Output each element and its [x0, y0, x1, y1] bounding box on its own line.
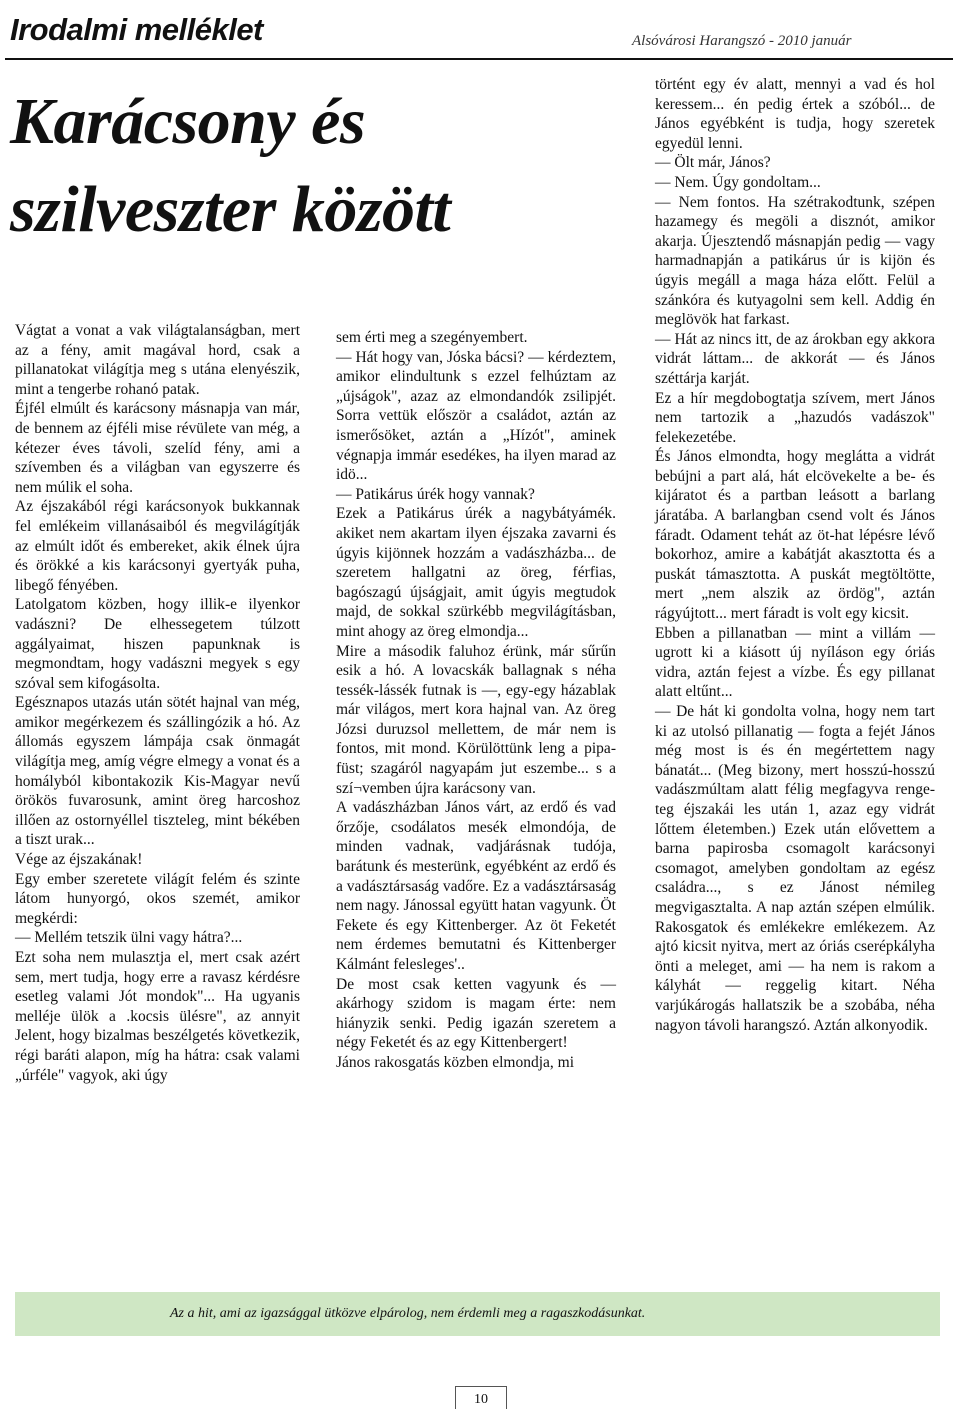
paragraph: — Nem. Úgy gondoltam... [655, 173, 821, 191]
paragraph: — De hát ki gondolta volna, hogy nem tart ki az utolsó pillanatig — fogta a fejét János még most is és én megértettem nagy bánatát... (Meg bizony, mert hosszú-hosszú vadászmúltam alatt félig megfagyva rengeteg éjszakái les után 1, azaz egy vidrát lőttem életemben.) Ezek után elővettem a barna papirosba csomagolt karácsonyi csomagot, amelyben gondoltam az egész családra..., s ez Jánost némileg megvigasztalta. A nap aztán szépen elmúlik. Rakosgatok és emlékekre emlékezem. Az ajtó kicsit nyitva, mert az óriás cserépkályha önti a meleget, ami — ha nem is rakom a kályhát — reggelig kitart. Néha varjúkárogás hallatszik be a szobába, néha nagyon távoli harangszó. Aztán alkonyodik. [655, 703, 935, 1034]
title-line-2: szilveszter között [10, 173, 451, 246]
text-column-2 [336, 328, 616, 1073]
paragraph: — Hát az nincs itt, de az árokban egy akkora vidrát láttam... de akkorát — és János széttárja karját. [655, 330, 935, 387]
paragraph: Latolgatom közben, hogy illik-e ilyenkor vadászni? De elhessegetem túlzott aggályaimat, hiszen papunknak is megmondtam, hogy vadászni megyek s egy szóval sem kifogásolta. [15, 596, 300, 692]
page-number: 10 [455, 1386, 507, 1409]
title-line-1: Karácsony és [10, 85, 366, 158]
paragraph: Egy ember szeretete világít felém és szinte látom hunyorgó, okos szemét, amikor megkérdi: [15, 870, 300, 927]
paragraph: A vadászházban János várt, az erdő és vad őrzője, csodálatos mesék elmondója, de minden vadnak, vadjárásnak tudója, barátunk és mesterünk, egyébként az erdő és a vadásztársaság vadőre. Ez a vadásztársaság nem nagy. Jánossal együtt hatan vagyunk. Öt Fekete és egy Kittenberger. Az öt Feketét nem érdemes bemutatni és Kittenberger Kálmánt felesleges'.. [336, 799, 616, 973]
paragraph: János rakosgatás közben elmondja, mi [336, 1053, 575, 1071]
header-rule [5, 58, 953, 60]
section-title: Irodalmi melléklet [10, 12, 263, 47]
paragraph: Az éjszakából régi karácsonyok bukkannak fel emlékeim villanásaiból és megvilágítják az elmúlt időt és embereket, akik élnek újra és örökké a kis karácsonyi gyertyák puha, libegő fényében. [15, 498, 300, 594]
paragraph: De most csak ketten vagyunk és — akárhogy szidom is magam érte: nem hiányzik senki. Pedig igazán szeretem a négy Feketét és az egy Kittenbergert! [336, 975, 616, 1052]
paragraph: Vége az éjszakának! [15, 851, 143, 869]
paragraph: — Mellém tetszik ülni vagy hátra?... [15, 929, 243, 947]
footer-quote: Az a hit, ami az igazsággal ütközve elpárolog, nem érdemli meg a ragaszkodásunkat. [170, 1306, 646, 1321]
text-column-3 [655, 75, 935, 1035]
paragraph: sem érti meg a szegényembert. [336, 329, 528, 346]
paragraph: Egésznapos utazás után sötét hajnal van még, amikor megérkezem és szállingózik a hó. Az állomás egyszem lámpája csak önmagát világítja meg, amíg végre elmegy a vonat és a homályból kibontakozik Kis-Magyar nevű örökös fuvarosunk, amint öreg harcoshoz illően az ostornyéllel tiszteleg, mint békében a tiszt urak... [15, 694, 300, 849]
paragraph: történt egy év alatt, mennyi a vad és hol keressem... én pedig értek a szóból... de János egyébként is tudja, hogy szeretek egyedül lenni. [655, 76, 935, 152]
paragraph: Vágtat a vonat a vak világtalanságban, mert az a fény, amit magával hord, csak a pillanatokat világítja meg s utána elenyészik, mint a tengerbe rohanó patak. [15, 322, 300, 398]
paragraph: Ezt soha nem mulasztja el, mert csak azért sem, mert tudja, hogy erre a ravasz kérdésre esetleg valami Jót mondok"... Ha ugyanis melléje ülök a .kocsis ülésre", az annyit Jelent, hogy bizalmas beszélgetés következik, régi baráti alapon, míg ha hátra: csak valami „úrféle" vagyok, aki úgy [15, 949, 300, 1084]
article-title [10, 78, 570, 254]
paragraph: És János elmondta, hogy meglátta a vidrát bebújni a part alá, hát elcövekelte a be- és kijáratot és a partban leásott a barlang járatába. A barlangban csend volt és János fáradt. Odament tehát az öt-hat lépésre lévő bokorhoz, amire a kabátját akasztotta és a puskát támasztotta. A puskát megtöltötte, mert „nem alszik az ördög", aztán rágyújtott... mert fáradt is volt egy kicsit. [655, 448, 935, 623]
paragraph: Ezek a Patikárus úrék a nagybátyámék. akiket nem akartam ilyen éjszaka zavarni és úgyis kijönnek hozzám a vadászházba... de szeretem hallgatni az öreg, férfias, bagószagú újságjait, amit úgyis megtudok majd, de sokkal szürkébb megvilágításban, mint ahogy az öreg elmondja... [336, 505, 616, 640]
paragraph: Mire a második faluhoz érünk, már sűrűn esik a hó. A lovacskák ballagnak s néha tessék-lássék futnak is —, egy-egy házablak már világos, mert kora hajnal van. Az öreg Józsi duruzsol mellettem, de már nem is fontos, mit mond. Körülöttünk leng a pipafüst; szagáról nagyapám jut eszembe... s a szí¬vemben újra karácsony van. [336, 642, 616, 797]
paragraph: Ez a hír megdobogtatja szívem, mert János nem tartozik a „hazudós vadászok" felekezetébe. [655, 389, 935, 446]
paragraph: Ebben a pillanatban — mint a villám — ugrott ki a kiásott új nyíláson egy óriás vidra, aztán fejest a vízbe. És egy pillanat alatt eltűnt... [655, 624, 935, 701]
paragraph: — Ölt már, János? [655, 154, 771, 172]
paragraph: — Nem fontos. Ha szétrakodtunk, szépen hazamegy és megöli a disznót, amikor akarja. Újesztendő másnapján pedig — vagy harmadnapján a patikárus úr is kijön és úgyis megáll a maga háza előtt. Felül a szánkóra és kutyagolni sem kell. Addig én meglövök hat farkast. [655, 193, 935, 329]
text-column-1 [15, 321, 300, 1085]
paragraph: — Hát hogy van, Jóska bácsi? — kérdeztem, amikor elindultunk s ezzel felhúztam az „újságok", azaz az elmondandók zsilipjét. Sorra vettük először a családot, aztán az ismerősöket, aztán a „Hízót", aminek végnapja immár esedékes, ha ilyen marad az idö... [336, 348, 616, 484]
paragraph: Éjfél elmúlt és karácsony másnapja van már, de bennem az éjféli mise révülete van még, a kétezer éves távoli, szelíd fény, ami a szívemben és a világban van egyszerre és nem múlik el soha. [15, 400, 300, 496]
paragraph: — Patikárus úrék hogy vannak? [336, 485, 535, 503]
issue-label: Alsóvárosi Harangszó - 2010 január [632, 33, 852, 49]
